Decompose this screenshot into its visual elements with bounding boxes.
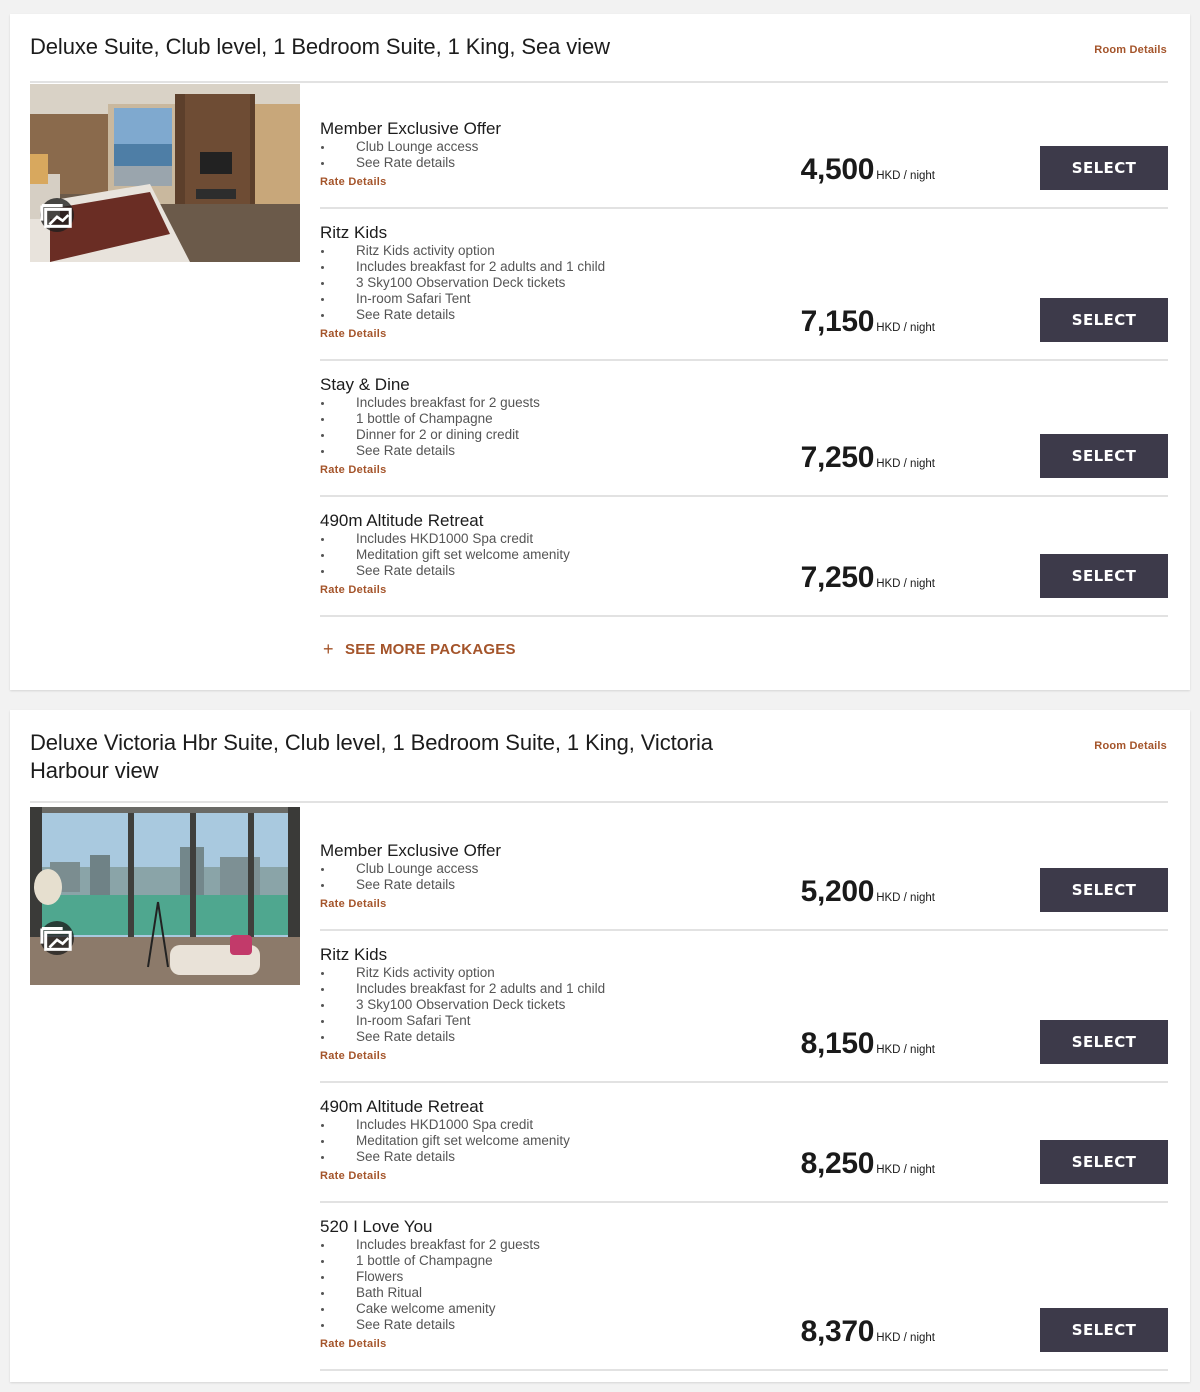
- feature-item: Bath Ritual: [320, 1285, 540, 1301]
- rate-name: Stay & Dine: [320, 375, 410, 394]
- rate-name: Member Exclusive Offer: [320, 119, 502, 138]
- rate-features: [320, 395, 540, 459]
- room-card: [10, 14, 1190, 690]
- price-unit: HKD / night: [876, 1044, 935, 1056]
- price: [801, 1147, 935, 1181]
- price-amount: 8,250: [800, 1147, 875, 1180]
- rate-features: [320, 1117, 570, 1165]
- price-unit: HKD / night: [876, 578, 935, 590]
- photo-stack-icon: [40, 126, 74, 262]
- feature-item: Meditation gift set welcome amenity: [320, 1133, 570, 1149]
- room-details-link[interactable]: Room Details: [1094, 740, 1167, 752]
- room-title: Deluxe Suite, Club level, 1 Bedroom Suite, 1 King, Sea view: [30, 34, 610, 59]
- price-amount: 8,370: [800, 1315, 875, 1348]
- feature-item: Includes breakfast for 2 adults and 1 child: [320, 259, 605, 275]
- rate-name: 520 I Love You: [320, 1217, 433, 1236]
- rate-list: [320, 807, 1168, 1371]
- price: [801, 875, 935, 909]
- price: [801, 441, 935, 475]
- price: [801, 305, 935, 339]
- feature-item: Ritz Kids activity option: [320, 243, 605, 259]
- feature-item: In-room Safari Tent: [320, 1013, 605, 1029]
- rate-features: [320, 243, 605, 323]
- price: [801, 1315, 935, 1349]
- select-button[interactable]: SELECT: [1040, 554, 1168, 598]
- rate-name: Ritz Kids: [320, 945, 388, 964]
- feature-item: See Rate details: [320, 1317, 540, 1333]
- rate-details-link[interactable]: Rate Details: [320, 1338, 387, 1350]
- rate-row: [320, 209, 1168, 361]
- see-more-packages-label: SEE MORE PACKAGES: [345, 641, 516, 658]
- feature-item: 1 bottle of Champagne: [320, 1253, 540, 1269]
- rate-name: Ritz Kids: [320, 223, 388, 242]
- rate-features: [320, 531, 570, 579]
- price-unit: HKD / night: [876, 458, 935, 470]
- feature-item: See Rate details: [320, 307, 605, 323]
- rate-features: [320, 965, 605, 1045]
- rate-details-link[interactable]: Rate Details: [320, 1050, 387, 1062]
- price: [801, 1027, 935, 1061]
- feature-item: Ritz Kids activity option: [320, 965, 605, 981]
- feature-item: See Rate details: [320, 1029, 605, 1045]
- feature-item: Includes breakfast for 2 guests: [320, 1237, 540, 1253]
- plus-icon: +: [323, 639, 334, 659]
- feature-item: 3 Sky100 Observation Deck tickets: [320, 275, 605, 291]
- feature-item: See Rate details: [320, 877, 478, 893]
- select-button[interactable]: SELECT: [1040, 298, 1168, 342]
- feature-item: Includes HKD1000 Spa credit: [320, 531, 570, 547]
- rate-features: [320, 1237, 540, 1333]
- see-more-packages-button[interactable]: [323, 639, 516, 660]
- rate-row: [320, 1203, 1168, 1371]
- room-title: Deluxe Victoria Hbr Suite, Club level, 1 Bedroom Suite, 1 King, Victoria Harbour view: [30, 730, 713, 783]
- price-unit: HKD / night: [876, 892, 935, 904]
- feature-item: Flowers: [320, 1269, 540, 1285]
- price-amount: 5,200: [800, 875, 875, 908]
- rate-details-link[interactable]: Rate Details: [320, 328, 387, 340]
- feature-item: Includes breakfast for 2 guests: [320, 395, 540, 411]
- rate-row: [320, 85, 1168, 209]
- feature-item: Includes HKD1000 Spa credit: [320, 1117, 570, 1133]
- room-photo[interactable]: [30, 807, 300, 985]
- select-button[interactable]: SELECT: [1040, 868, 1168, 912]
- rate-details-link[interactable]: Rate Details: [320, 176, 387, 188]
- feature-item: Dinner for 2 or dining credit: [320, 427, 540, 443]
- select-button[interactable]: SELECT: [1040, 146, 1168, 190]
- room-card-header: [30, 710, 1168, 803]
- room-photo[interactable]: [30, 84, 300, 262]
- feature-item: Includes breakfast for 2 adults and 1 child: [320, 981, 605, 997]
- rate-row: [320, 931, 1168, 1083]
- price-unit: HKD / night: [876, 322, 935, 334]
- feature-item: Club Lounge access: [320, 861, 478, 877]
- price-amount: 4,500: [800, 153, 875, 186]
- feature-item: 3 Sky100 Observation Deck tickets: [320, 997, 605, 1013]
- price-amount: 7,150: [800, 305, 875, 338]
- rate-name: Member Exclusive Offer: [320, 841, 502, 860]
- rate-features: [320, 861, 478, 893]
- select-button[interactable]: SELECT: [1040, 1020, 1168, 1064]
- rate-details-link[interactable]: Rate Details: [320, 1170, 387, 1182]
- feature-item: See Rate details: [320, 1149, 570, 1165]
- rate-row: [320, 497, 1168, 617]
- select-button[interactable]: SELECT: [1040, 1140, 1168, 1184]
- rate-features: [320, 139, 478, 171]
- feature-item: Meditation gift set welcome amenity: [320, 547, 570, 563]
- room-card: [10, 710, 1190, 1382]
- rate-details-link[interactable]: Rate Details: [320, 898, 387, 910]
- feature-item: See Rate details: [320, 443, 540, 459]
- rate-details-link[interactable]: Rate Details: [320, 464, 387, 476]
- rate-details-link[interactable]: Rate Details: [320, 584, 387, 596]
- price-amount: 7,250: [800, 561, 875, 594]
- rate-row: [320, 361, 1168, 497]
- price-unit: HKD / night: [876, 1164, 935, 1176]
- gallery-icon[interactable]: [40, 921, 74, 955]
- price-amount: 8,150: [800, 1027, 875, 1060]
- rate-name: 490m Altitude Retreat: [320, 1097, 484, 1116]
- feature-item: See Rate details: [320, 563, 570, 579]
- feature-item: Club Lounge access: [320, 139, 478, 155]
- rate-row: [320, 807, 1168, 931]
- price-unit: HKD / night: [876, 1332, 935, 1344]
- room-details-link[interactable]: Room Details: [1094, 44, 1167, 56]
- rate-list: [320, 85, 1168, 617]
- rate-name: 490m Altitude Retreat: [320, 511, 484, 530]
- feature-item: See Rate details: [320, 155, 478, 171]
- feature-item: Cake welcome amenity: [320, 1301, 540, 1317]
- select-button[interactable]: SELECT: [1040, 434, 1168, 478]
- room-card-header: [30, 14, 1168, 83]
- price-unit: HKD / night: [876, 170, 935, 182]
- price: [801, 561, 935, 595]
- price: [801, 153, 935, 187]
- rate-row: [320, 1083, 1168, 1203]
- gallery-icon[interactable]: [40, 198, 74, 232]
- photo-stack-icon: [40, 849, 74, 985]
- feature-item: In-room Safari Tent: [320, 291, 605, 307]
- feature-item: 1 bottle of Champagne: [320, 411, 540, 427]
- select-button[interactable]: SELECT: [1040, 1308, 1168, 1352]
- price-amount: 7,250: [800, 441, 875, 474]
